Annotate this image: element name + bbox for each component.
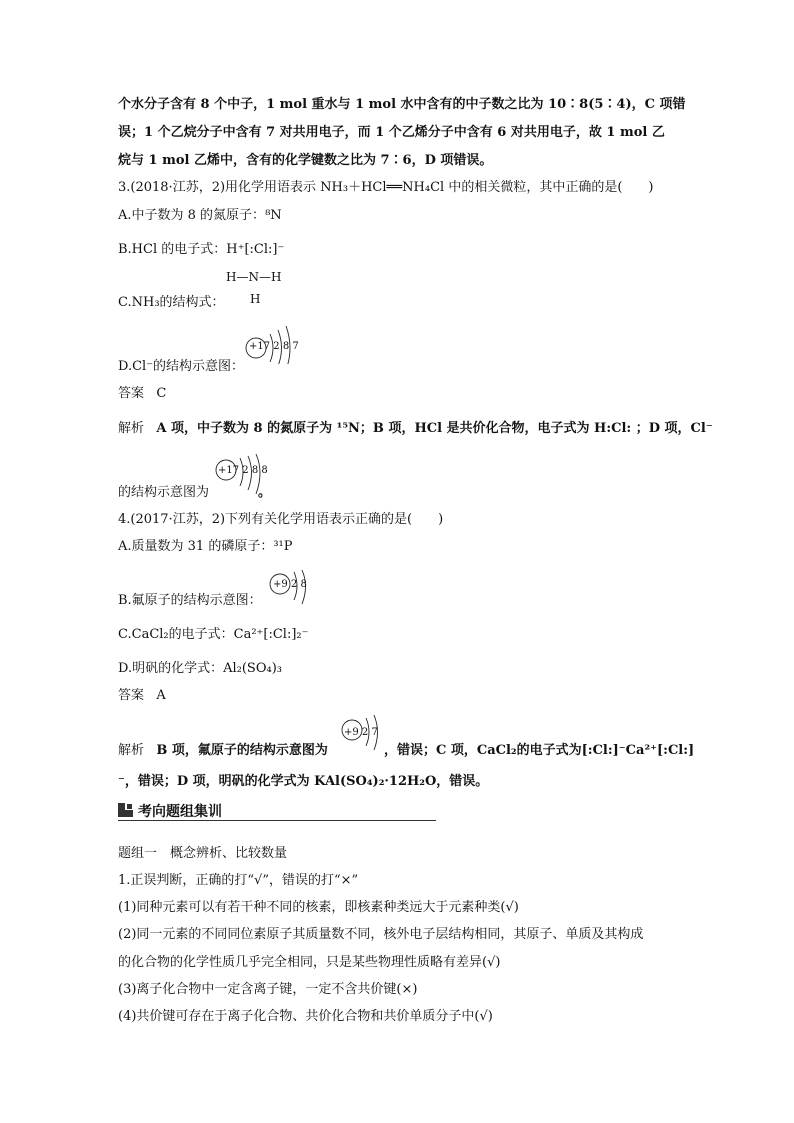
- explanation-label: 解析: [118, 743, 145, 758]
- text-line: 个水分子含有 8 个中子，1 mol 重水与 1 mol 水中含有的中子数之比为 10∶8(5∶4)，C 项错: [118, 97, 686, 112]
- option-text: C.CaCl₂的电子式：: [118, 627, 234, 642]
- explanation-row: [118, 742, 328, 760]
- nuclide-symbol: ³¹P: [273, 539, 293, 554]
- option-text: A.中子数为 8 的氮原子：: [118, 208, 266, 223]
- item-1: (1)同种元素可以有若干种不同的核素，即核素种类远大于元素种类(√): [118, 900, 519, 915]
- option-3b: [118, 241, 284, 259]
- question-4: 4.(2017·江苏，2)下列有关化学用语表示正确的是( ): [118, 512, 444, 527]
- text-line: 烷与 1 mol 乙烯中，含有的化学键数之比为 7∶6，D 项错误。: [118, 153, 493, 168]
- explanation-text: 的结构示意图为: [118, 485, 210, 500]
- option-4c: [118, 626, 309, 644]
- explanation-text: 。: [258, 485, 272, 500]
- group-heading: 题组一 概念辨析、比较数量: [118, 846, 288, 861]
- answer-value: A: [156, 688, 166, 703]
- diagram-label: +17 2 8 7: [249, 341, 299, 352]
- diagram-label: +9 2 7: [344, 727, 378, 738]
- text-line: 误；1 个乙烷分子中含有 7 对共用电子，而 1 个乙烯分子中含有 6 对共用电子，故 1 mol 乙: [118, 125, 665, 140]
- option-4a: [118, 538, 293, 556]
- diagram-label: +9 2 8: [273, 579, 307, 590]
- option-text: A.质量数为 31 的磷原子：: [118, 539, 274, 554]
- explanation-text: ，错误；C 项，CaCl₂的电子式为[:Cl:]⁻Ca²⁺[:Cl:]: [384, 743, 695, 758]
- item-3: (3)离子化合物中一定含离子键，一定不含共价键(×): [118, 982, 418, 997]
- item-4: (4)共价键可存在于离子化合物、共价化合物和共价单质分子中(√): [118, 1009, 493, 1024]
- explanation-label: 解析: [118, 421, 145, 436]
- option-4d: D.明矾的化学式：Al₂(SO₄)₃: [118, 661, 282, 676]
- explanation-text: B 项，氟原子的结构示意图为: [156, 743, 328, 758]
- nuclide-symbol: ⁸N: [265, 208, 282, 223]
- item-2-cont: 的化合物的化学性质几乎完全相同，只是某些物理性质略有差异(√): [118, 955, 501, 970]
- explanation-text: ⁻，错误；D 项，明矾的化学式为 KAl(SO₄)₂·12H₂O，错误。: [118, 774, 489, 789]
- answer-value: C: [156, 386, 167, 401]
- structure-top: H—N—H: [226, 270, 282, 284]
- question-3: 3.(2018·江苏，2)用化学用语表示 NH₃＋HCl══NH₄Cl 中的相关微粒，其中正确的是( ): [118, 180, 654, 195]
- section-divider: [118, 820, 436, 821]
- section-title: 考向题组集训: [138, 804, 222, 820]
- answer-label: 答案: [118, 386, 145, 401]
- answer-label: 答案: [118, 688, 145, 703]
- section-icon: [118, 803, 133, 817]
- diagram-label: +17 2 8 8: [218, 465, 268, 476]
- explanation-text: A 项，中子数为 8 的氮原子为 ¹⁵N；B 项，HCl 是共价化合物，电子式为 H:Cl: ；D 项，Cl⁻: [156, 421, 713, 436]
- option-text: B.HCl 的电子式：: [118, 242, 227, 257]
- electron-formula: Ca²⁺[:Cl:]₂⁻: [233, 627, 309, 642]
- question-1: 1.正误判断，正确的打“√”，错误的打“×”: [118, 873, 359, 888]
- option-4b: B.氟原子的结构示意图：: [118, 593, 262, 608]
- answer-row: [118, 687, 166, 705]
- option-3a: [118, 207, 282, 225]
- answer-row: [118, 385, 166, 403]
- explanation-row: [118, 484, 209, 502]
- option-3d: D.Cl⁻的结构示意图：: [118, 359, 245, 374]
- option-3c: C.NH₃的结构式：: [118, 295, 225, 310]
- electron-formula: H⁺[:Cl:]⁻: [226, 242, 285, 257]
- explanation-row: [118, 420, 713, 438]
- structure-bottom: H: [250, 292, 261, 306]
- item-2: (2)同一元素的不同同位素原子其质量数不同，核外电子层结构相同，其原子、单质及其构成: [118, 927, 644, 942]
